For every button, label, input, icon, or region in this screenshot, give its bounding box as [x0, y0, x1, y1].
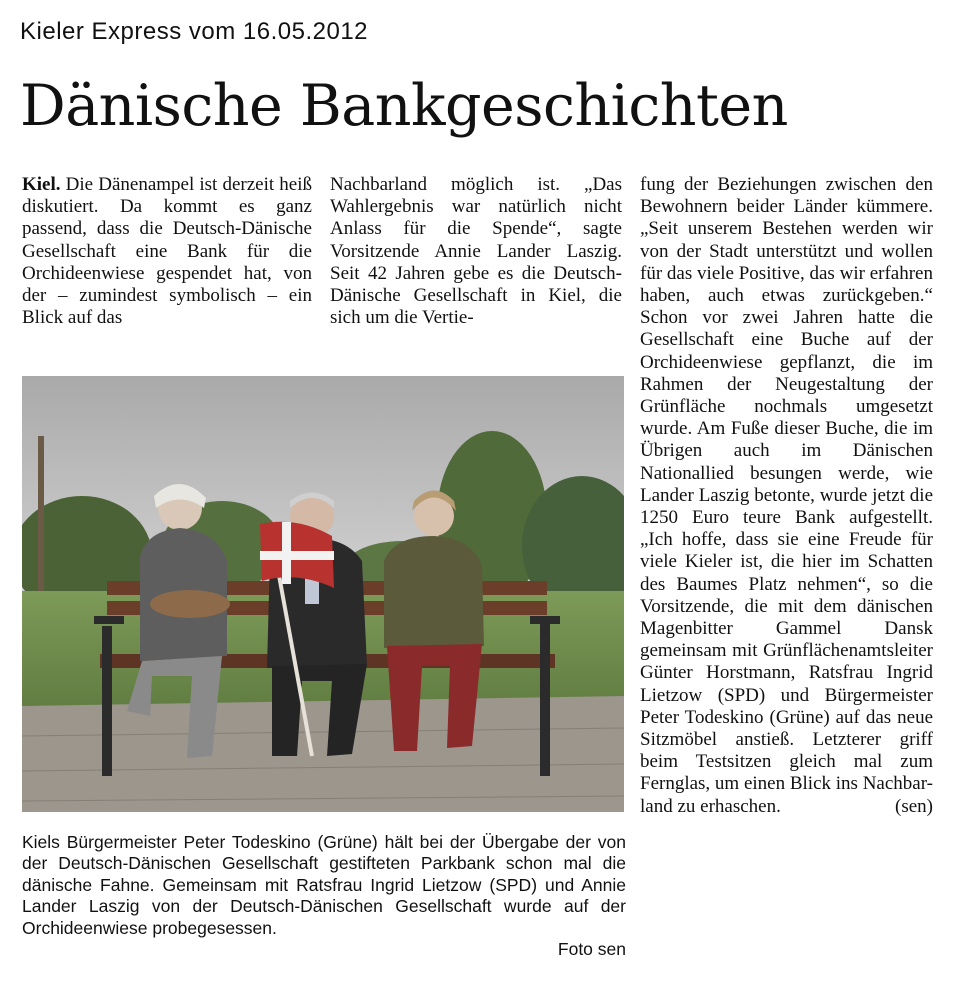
article-end-line	[640, 796, 933, 818]
photo-paving	[22, 696, 624, 812]
article-column-1	[22, 174, 312, 329]
photo-illustration	[22, 376, 624, 812]
article-last-line: land zu erhaschen.	[640, 795, 781, 817]
caption-credit-line	[22, 939, 626, 960]
article-column-2	[330, 174, 622, 329]
article-lead-word: Kiel.	[22, 174, 61, 195]
news-photo	[22, 376, 624, 812]
article-column-3-text: fung der Beziehungen zwischen den Bewohnern beider Länder kümmere. „Seit unserem Bestehen werden wir von der Stadt unterstützt und wollen für das viele Positive, das wir erfahren haben, auch etwas zurückgeben.“ Schon vor zwei Jahren hatte die Gesellschaft eine Buche auf der Orchideenwiese gepflanzt, die im Rahmen der Neugestaltung der Grünfläche nochmals umgesetzt wurde. Am Fuße dieser Buche, die im Übrigen auch im Dänischen Nationallied besungen werde, wie Lander Laszig betonte, wurde jetzt die 1250 Euro teure Bank aufgestellt. „Ich hoffe, dass sie eine Freude für viele Kieler ist, die hier im Schatten des Baumes Platz nehmen“, so die Vorsitzende, die mit dem dänischen Magenbitter Gammel Dansk gemeinsam mit Grünflächenamtsleiter Günter Horstmann, Ratsfrau Ingrid Lietzow (SPD) und Bürgermeister Peter Todeskino (Grüne) auf das neue Sitzmöbel anstieß. Letzterer griff beim Testsitzen gleich mal zum Fernglas, um einen Blick ins Nachbar-	[640, 174, 933, 795]
headline: Dänische Bankgeschichten	[20, 73, 788, 139]
article-column-2-text: Nachbarland möglich ist. „Das Wahlergebnis war natürlich nicht Anlass für die Spende“, sagte Vorsitzende Annie Lander Laszig. Seit 42 Jahren gebe es die Deutsch-Dänische Gesellschaft in Kiel, die sich um die Vertie-	[330, 174, 622, 329]
article-column-3	[640, 174, 933, 818]
photo-credit: Foto sen	[557, 939, 626, 960]
caption-text: Kiels Bürgermeister Peter Todeskino (Grüne) hält bei der Übergabe der von der Deutsch-Dänischen Gesellschaft gestifteten Parkbank schon mal die dänische Fahne. Gemeinsam mit Ratsfrau Ingrid Lietzow (SPD) und Annie Lander Laszig von der Deutsch-Dänischen Gesellschaft wurde auf der Orchideenwiese probegesessen.	[22, 832, 626, 938]
article-column-1-text: Die Dänenampel ist derzeit heiß diskutiert. Da kommt es ganz passend, dass die Deutsch-Dänische Gesellschaft eine Bank für die Orchideenwiese gespendet hat, von der – zumindest symbolisch – ein Blick auf das	[22, 174, 312, 329]
author-tag: (sen)	[895, 795, 933, 817]
source-line: Kieler Express vom 16.05.2012	[20, 18, 369, 45]
photo-caption	[22, 832, 626, 960]
